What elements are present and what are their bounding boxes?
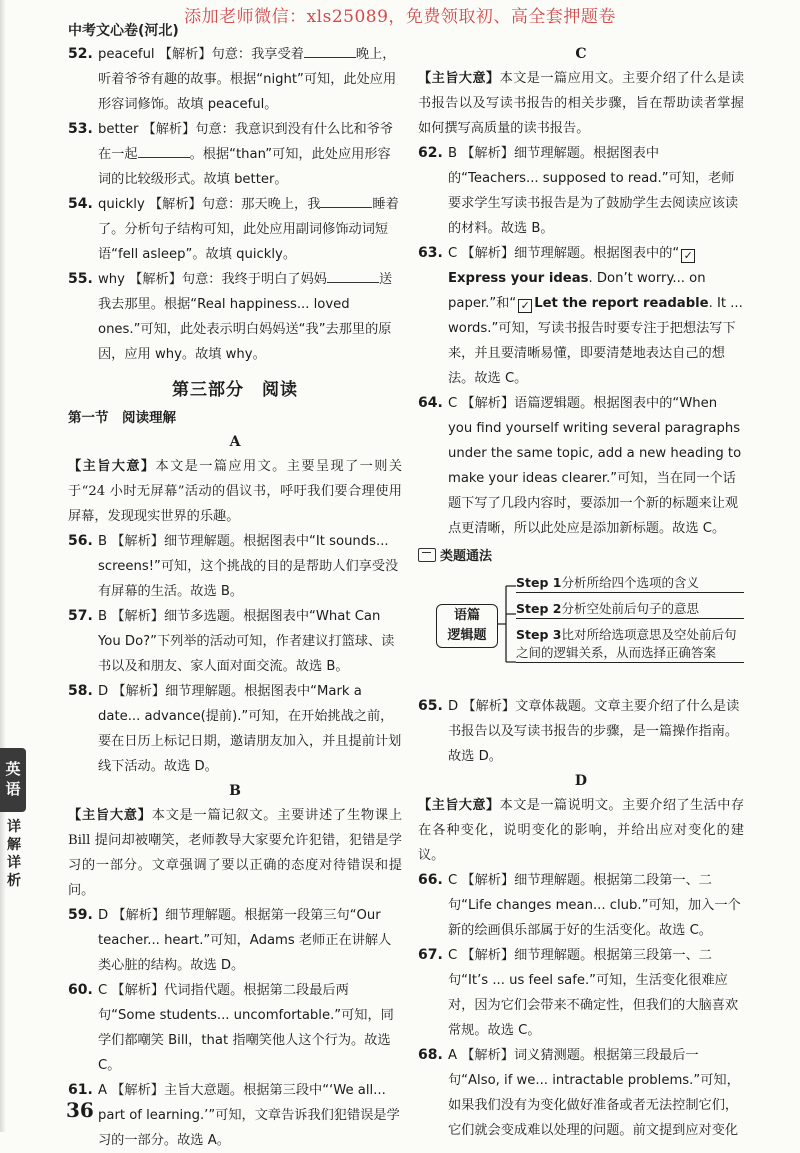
item-text: C 【解析】语篇逻辑题。根据图表中的“When you find yourself writing several paragraphs under the same topic, add a new heading to make your ideas clearer.”可知，当在同一个话题下写了几段内容时，要添加一个新的标题来让观点更清晰，所以此处应是添加新标题。故选 C。 (448, 396, 742, 536)
summary-text: 本文是一篇应用文。主要呈现了一则关于“24 小时无屏幕”活动的倡议书，呼吁我们要合理使用屏幕，发现现实世界的乐趣。 (68, 459, 403, 524)
summary-text: 本文是一篇说明文。主要介绍了生活中存在各种变化，说明变化的影响，并给出应对变化的建议。 (418, 798, 745, 863)
answer-item-64 (418, 391, 744, 541)
answer-item (418, 1043, 744, 1143)
summary-tag: 【主旨大意】 (418, 798, 500, 813)
diagram-root (436, 604, 498, 648)
answer-item (418, 868, 744, 943)
item-bold-1: Express your ideas (448, 271, 589, 286)
checkbox-icon: ✓ (681, 249, 695, 263)
item-text: B 【解析】细节理解题。根据图表中的“Teachers... supposed to read.”可知，老师要求学生写读书报告是为了鼓励学生去阅读应该读的材料。故选 B。 (448, 146, 739, 236)
item-number: 64. (418, 395, 443, 411)
answer-item (68, 117, 402, 192)
item-number: 62. (418, 145, 443, 161)
item-number: 60. (68, 982, 93, 998)
summary-text: 本文是一篇应用文。主要介绍了什么是读书报告以及写读书报告的相关步骤，旨在帮助读者掌握如何撰写高质量的读书报告。 (418, 71, 745, 136)
item-text: D 【解析】文章体裁题。文章主要介绍了什么是读书报告以及写读书报告的步骤，是一篇操作指南。故选 D。 (448, 699, 740, 764)
method-label-text: 类题通法 (440, 549, 493, 564)
side-label: 详解详析 (7, 819, 21, 889)
passage-c-letter: C (575, 46, 587, 62)
diagram-step-2: Step 2分析空处前后句子的意思 (516, 600, 744, 619)
blank-line (304, 44, 356, 58)
note-icon (418, 548, 436, 562)
left-column (68, 42, 402, 1153)
item-number: 61. (68, 1082, 93, 1098)
answer-item-65 (418, 694, 744, 769)
page-number: 36 (66, 1098, 94, 1122)
diagram-step-3: Step 3比对所给选项意思及空处前后句之间的逻辑关系，从而选择正确答案 (516, 626, 744, 663)
summary-tag: 【主旨大意】 (418, 71, 500, 86)
item-number: 66. (418, 872, 443, 888)
running-head: 中考文心卷(河北) (68, 23, 179, 39)
passage-d-summary (418, 793, 744, 868)
blank-line (320, 194, 372, 208)
item-text-post: . It ... words.”可知，写读书报告时要专注于把想法写下来，并且要清晰易懂，即要清楚地表达自己的想法。故选 C。 (448, 296, 743, 386)
passage-d-letter: D (574, 773, 588, 789)
item-text: D 【解析】细节理解题。根据图表中“Mark a date... advance(提前).”可知，在开始挑战之前，要在日历上标记日期，邀请朋友加入，并且提前计划线下活动。故选 D。 (98, 684, 402, 774)
item-text-post: 。根据“than”可知，此处应用形容词的比较级形式。故填 better。 (98, 147, 391, 187)
item-number: 67. (418, 947, 443, 963)
item-number: 58. (68, 683, 93, 699)
item-text: C 【解析】细节理解题。根据第三段第一、二句“It’s ... us feel safe.”可知，生活变化很难应对，因为它们会带来不确定性，但我们的大脑喜欢常规。故选 C。 (448, 948, 739, 1038)
item-text-post: 睡着了。分析句子结构可知，此处应用副词修饰动词短语“fell asleep”。故填 quickly。 (98, 197, 399, 262)
subject-tab: 英语 (0, 748, 26, 812)
page-spine-shadow (0, 0, 6, 1132)
item-text-pre: quickly 【解析】句意：那天晚上，我 (98, 197, 321, 212)
answer-item (418, 943, 744, 1043)
item-text-pre: C 【解析】细节理解题。根据图表中的“ (448, 246, 680, 261)
summary-tag: 【主旨大意】 (68, 459, 156, 474)
checkbox-icon: ✓ (518, 299, 532, 313)
method-diagram (418, 568, 744, 686)
item-text-pre: peaceful 【解析】句意：我享受着 (98, 47, 304, 62)
item-text: C 【解析】代词指代题。根据第二段最后两句“Some students... uncomfortable.”可知，同学们都嘲笑 Bill，that 指嘲笑他人这个行为。故选 C。 (98, 983, 394, 1073)
summary-tag: 【主旨大意】 (68, 808, 152, 823)
blank-line (327, 269, 379, 283)
item-number: 59. (68, 907, 93, 923)
answer-item (68, 1078, 402, 1153)
answer-item-63 (418, 241, 744, 391)
item-number: 68. (418, 1047, 443, 1063)
answer-item (68, 679, 402, 779)
item-number: 56. (68, 533, 93, 549)
answer-item (68, 604, 402, 679)
passage-a-letter: A (229, 434, 241, 450)
answer-item (68, 903, 402, 978)
item-number: 57. (68, 608, 93, 624)
section-title: 第三部分 阅读 (172, 380, 298, 400)
item-text: B 【解析】细节理解题。根据图表中“It sounds... screens!”可知，这个挑战的目的是帮助人们享受没有屏幕的生活。故选 B。 (98, 534, 399, 599)
diagram-root-line: 语篇 (453, 608, 480, 623)
answer-item-62 (418, 141, 744, 241)
item-text-pre: why 【解析】句意：我终于明白了妈妈 (98, 272, 327, 287)
item-number: 53. (68, 121, 93, 137)
passage-b-letter: B (229, 783, 241, 799)
diagram-bracket (498, 582, 516, 666)
watermark: 添加老师微信：xls25089，免费领取初、高全套押题卷 (184, 7, 616, 27)
answer-item (68, 978, 402, 1078)
summary-text: 本文是一篇记叙文。主要讲述了生物课上 Bill 提问却被嘲笑，老师教导大家要允许犯错，犯错是学习的一部分。文章强调了要以正确的态度对待错误和提问。 (68, 808, 403, 898)
item-text: B 【解析】细节多选题。根据图表中“What Can You Do?”下列举的活动可知，作者建议打篮球、读书以及和朋友、家人面对面交流。故选 B。 (98, 609, 395, 674)
item-text-pre: better 【解析】句意：我意识到没有什么比和爷爷在一起 (98, 122, 394, 162)
item-text: A 【解析】词义猜测题。根据第三段最后一句“Also, if we... intractable problems.”可知，如果我们没有为变化做好准备或者无法控制它们，它们就会变成难以处理的问题。前文提到应对变化 (448, 1048, 740, 1138)
item-text: D 【解析】细节理解题。根据第一段第三句“Our teacher... heart.”可知，Adams 老师正在讲解人类心脏的结构。故选 D。 (98, 908, 392, 973)
answer-item (68, 529, 402, 604)
item-text: A 【解析】主旨大意题。根据第三段中“‘We all... part of learning.’”可知，文章告诉我们犯错误是学习的一部分。故选 A。 (98, 1083, 400, 1148)
passage-c-summary (418, 66, 744, 141)
method-label (418, 545, 744, 564)
item-text-post: 送我去那里。根据“Real happiness... loved ones.”可知，此处表示明白妈妈送“我”去那里的原因，应用 why。故填 why。 (98, 272, 393, 362)
blank-line (138, 144, 190, 158)
passage-a-summary (68, 454, 402, 529)
item-number: 55. (68, 271, 93, 287)
answer-item (68, 192, 402, 267)
answer-item (68, 42, 402, 117)
item-bold-2: Let the report readable (534, 296, 709, 311)
item-text-mid: . Don’t worry... on paper.”和“ (448, 271, 706, 311)
item-number: 65. (418, 698, 443, 714)
item-number: 52. (68, 46, 93, 62)
item-number: 63. (418, 245, 443, 261)
item-text-post: 晚上，听着爷爷有趣的故事。根据“night”可知，此处应用形容词修饰。故填 peaceful。 (98, 47, 397, 112)
diagram-root-line: 逻辑题 (447, 628, 487, 643)
answer-item (68, 267, 402, 367)
item-number: 54. (68, 196, 93, 212)
item-text: C 【解析】细节理解题。根据第二段第一、二句“Life changes mean... club.”可知，加入一个新的绘画俱乐部属于好的生活变化。故选 C。 (448, 873, 741, 938)
right-column (418, 42, 744, 1143)
diagram-step-1: Step 1分析所给四个选项的含义 (516, 574, 744, 593)
passage-b-summary (68, 803, 402, 903)
subsection-title: 第一节 阅读理解 (68, 410, 176, 426)
